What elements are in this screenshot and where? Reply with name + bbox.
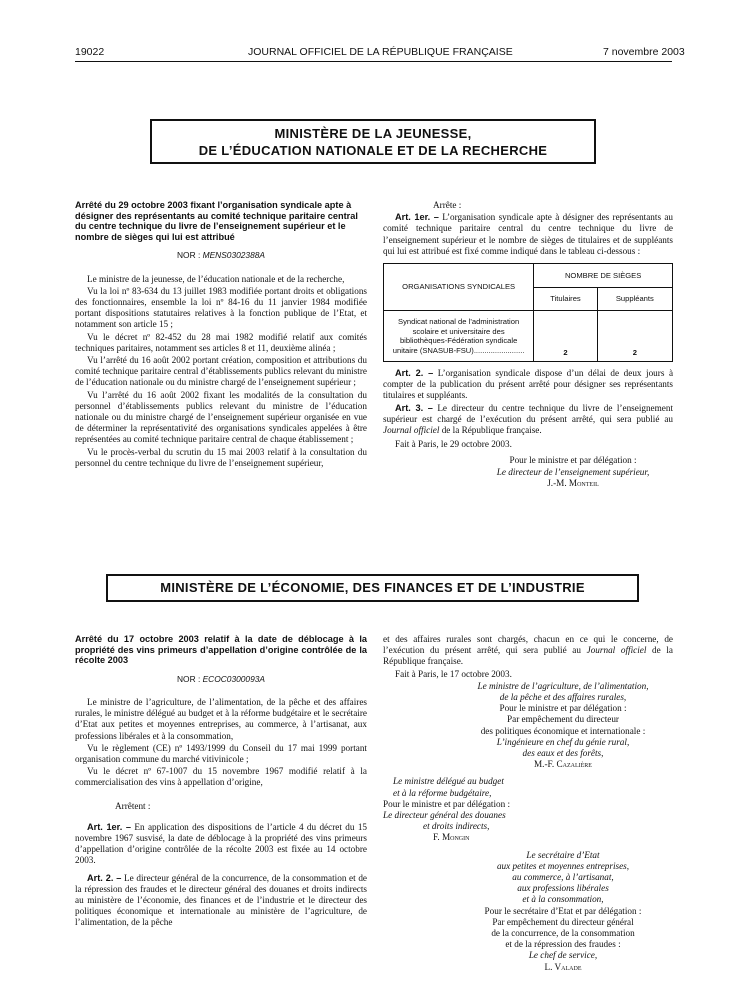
signature-line: de la pêche et des affaires rurales,: [499, 692, 627, 703]
arrete1-paragraph: Vu l’arrêté du 16 août 2002 fixant les modalités de la consultation du personnel d’établissements publics relevant du ministre de l’éducation nationale ou du ministre chargé de l’enseignement supérieur organisée en vue de déterminer la représentativité des organisations syndicales appelées à être représentées au comité technique paritaire central de chaque établissement ;: [75, 389, 367, 445]
signature-block: [473, 455, 673, 489]
article-2-label: Art. 2. –: [87, 872, 122, 883]
article-1-label: Art. 1er. –: [395, 212, 439, 223]
ministry-line-1: MINISTÈRE DE LA JEUNESSE,: [274, 126, 472, 141]
signature-line: et à la réforme budgétaire,: [393, 787, 492, 798]
arrete1-paragraph: Le ministre de la jeunesse, de l’éducation nationale et de la recherche,: [87, 273, 345, 284]
nor-code: MENS0302388A: [202, 250, 265, 261]
signature-line: de la concurrence, de la consommation: [491, 928, 635, 939]
article-2-text: Le directeur général de la concurrence, de la consommation et de la répression des fraudes et le directeur général des douanes et droits indirects au ministère de l’économie, des finances et de l’industrie et le directeur des politiques économique et internationale au ministère de l’agriculture, de l’alimentation, de la pêche: [75, 872, 367, 928]
signature-line: Par empêchement du directeur: [507, 714, 619, 725]
signature-line: et droits indirects,: [423, 821, 490, 832]
fait-a-paris: Fait à Paris, le 29 octobre 2003.: [395, 439, 512, 450]
nor-label: NOR :: [177, 673, 201, 684]
arretent-label: Arrêtent :: [115, 800, 151, 811]
signature-name: F. Mongin: [433, 832, 470, 843]
table-header-titulaires: Titulaires: [534, 288, 597, 311]
signature-line: des politiques économique et internationale :: [480, 725, 646, 736]
signature-block-agriculture: [453, 681, 673, 771]
article-3-text-end: de la République française.: [441, 425, 542, 436]
ministry-line-2: DE L’ÉDUCATION NATIONALE ET DE LA RECHERCHE: [198, 142, 548, 158]
table-cell-organisation: Syndicat national de l’administration scolaire et universitaire des bibliothèques-Fédération syndicale unitaire (SNASUB-FSU)........................: [384, 311, 534, 362]
signature-block-budget: [383, 776, 603, 843]
article-2: [75, 873, 367, 929]
signature-name: L. Valade: [544, 961, 582, 972]
signature-line: Le ministre de l’agriculture, de l’alimentation,: [477, 680, 649, 691]
table-header-organisations: ORGANISATIONS SYNDICALES: [384, 264, 534, 311]
table-header-suppleants: Suppléants: [597, 288, 672, 311]
journal-officiel: Journal officiel: [383, 425, 440, 436]
journal-title: JOURNAL OFFICIEL DE LA RÉPUBLIQUE FRANÇAISE: [248, 46, 513, 58]
arrete2-paragraph: Le ministre de l’agriculture, de l’alimentation, de la pêche et des affaires rurales, le ministre délégué au budget et à la réforme budgétaire et le secrétaire d’Etat aux petites et moyennes entreprises, au commerce, à l’artisanat, aux professions libérales et à la consommation,: [75, 696, 367, 741]
signature-line: Le chef de service,: [528, 950, 598, 961]
article-2-text: L’organisation syndicale dispose d’un délai de deux jours à compter de la publication du présent arrêté pour désigner ses représentants titulaires et suppléants.: [383, 368, 674, 401]
fait-a-paris: Fait à Paris, le 17 octobre 2003.: [395, 668, 512, 679]
article-2: [383, 368, 673, 402]
issue-date: 7 novembre 2003: [603, 46, 685, 58]
signature-line: Pour le ministre et par délégation :: [383, 798, 511, 809]
header-rule: [75, 61, 672, 62]
article-1-text: L’organisation syndicale apte à désigner des représentants au comité technique paritaire central du centre technique du livre de l’enseignement supérieur et le nombre de sièges de titulaires et de suppléants qui lui est attribué est fixé comme indiqué dans le tableau ci-dessous :: [383, 212, 673, 256]
article-1-text: En application des dispositions de l’article 4 du décret du 15 novembre 1967 susvisé, la date de déblocage à la propriété des vins primeurs d’appellation d’origine contrôlée de la récolte 2003 est fixée au 14 octobre 2003.: [75, 821, 368, 866]
arrete2-paragraph: Vu le règlement (CE) nº 1493/1999 du Conseil du 17 mai 1999 portant organisation commune du marché vitivinicole ;: [75, 742, 367, 764]
signature-line: aux petites et moyennes entreprises,: [496, 860, 630, 871]
signature-line: et de la répression des fraudes :: [505, 939, 621, 950]
arrete1-nor: [75, 250, 367, 261]
signature-line: Le ministre délégué au budget: [393, 776, 504, 787]
signature-line: Le secrétaire d’Etat: [526, 849, 600, 860]
arrete1-paragraph: Vu l’arrêté du 16 août 2002 portant création, composition et attributions du comité technique paritaire central d’établissements publics relevant du ministre de l’éducation nationale ou du ministre chargé de l’enseignement supérieur ;: [75, 355, 367, 388]
page-number: 19022: [75, 46, 105, 58]
article-1-label: Art. 1er. –: [87, 821, 132, 832]
arrete1-paragraph: Vu la loi nº 83-634 du 13 juillet 1983 modifiée portant droits et obligations des fonctionnaires, ensemble la loi nº 84-16 du 11 janvier 1984 modifiée portant dispositions statutaires relatives à la fonction publique de l’Etat, et notamment son article 15 ;: [75, 285, 367, 330]
signature-line: Pour le secrétaire d’Etat et par délégation :: [484, 905, 642, 916]
signature-line: aux professions libérales: [517, 883, 609, 894]
signature-name: J.-M. Monteil: [547, 477, 599, 488]
signature-line: des eaux et des forêts,: [522, 748, 604, 759]
signature-line: Le directeur général des douanes: [383, 810, 506, 821]
continuation-text-end: de la République française.: [383, 645, 674, 667]
nor-code: ECOC0300093A: [202, 673, 265, 684]
journal-officiel: Journal officiel: [586, 645, 647, 656]
signature-line: au commerce, à l’artisanat,: [512, 872, 614, 883]
arrete2-paragraph: Vu le décret nº 67-1007 du 15 novembre 1967 modifié relatif à la commercialisation des vins à appellation d’origine,: [75, 766, 367, 788]
signature-line: et à la consommation,: [522, 894, 604, 905]
seats-table: [383, 263, 673, 362]
signature-title: Le directeur de l’enseignement supérieur,: [496, 466, 650, 477]
arrete2-nor: [75, 674, 367, 685]
article-2-label: Art. 2. –: [395, 368, 434, 379]
arrete1-paragraph: Vu le décret nº 82-452 du 28 mai 1982 modifié relatif aux comités techniques paritaires, notamment ses articles 8 et 11, deuxième alinéa ;: [75, 331, 367, 353]
ministry-heading-education: [150, 119, 596, 164]
signature-line: Par empêchement du directeur général: [492, 916, 634, 927]
arrete1-paragraph: Vu le procès-verbal du scrutin du 15 mai 2003 relatif à la consultation du personnel du centre technique du livre de l’enseignement supérieur,: [75, 446, 367, 468]
signature-name: M.-F. Cazalière: [534, 759, 592, 770]
arrete1-right-column: [383, 200, 673, 489]
signature-line: Pour le ministre et par délégation :: [499, 703, 627, 714]
arrete1-title: Arrêté du 29 octobre 2003 fixant l’organisation syndicale apte à désigner des représentants au comité technique paritaire central du centre technique du livre de l’enseignement supérieur et le nombre de sièges qui lui est attribué: [75, 200, 358, 242]
table-cell-titulaires: 2: [534, 311, 597, 362]
arrete2-left-column: [75, 634, 367, 930]
article-1: [383, 212, 673, 257]
ministry-line-1: MINISTÈRE DE L’ÉCONOMIE, DES FINANCES ET DE L’INDUSTRIE: [160, 580, 585, 595]
arrete1-left-column: [75, 200, 367, 470]
arrete-label: Arrête :: [433, 200, 462, 210]
signature-block-commerce: [453, 850, 673, 973]
nor-label: NOR :: [177, 250, 201, 261]
table-cell-suppleants: 2: [597, 311, 672, 362]
ministry-heading-economie: [106, 574, 639, 602]
arrete2-title: Arrêté du 17 octobre 2003 relatif à la date de déblocage à la propriété des vins primeurs d’appellation d’origine contrôlée de la récolte 2003: [75, 634, 367, 666]
signature-line: Pour le ministre et par délégation :: [509, 455, 637, 466]
table-header-seats: NOMBRE DE SIÈGES: [534, 264, 673, 288]
arrete2-right-column: [383, 634, 673, 973]
signature-line: L’ingénieure en chef du génie rural,: [496, 736, 630, 747]
article-1: [75, 822, 367, 867]
article-3: [383, 403, 673, 437]
continuation-text: et des affaires rurales sont chargés, chacun en ce qui le concerne, de l’exécution du présent arrêté, qui sera publié au: [383, 634, 673, 656]
article-3-text: Le directeur du centre technique du livre de l’enseignement supérieur est chargé de l’exécution du présent arrêté, qui sera publié au: [383, 402, 674, 424]
arrete2-continuation: [383, 634, 673, 668]
article-3-label: Art. 3. –: [395, 402, 433, 413]
table-row: [384, 311, 673, 362]
